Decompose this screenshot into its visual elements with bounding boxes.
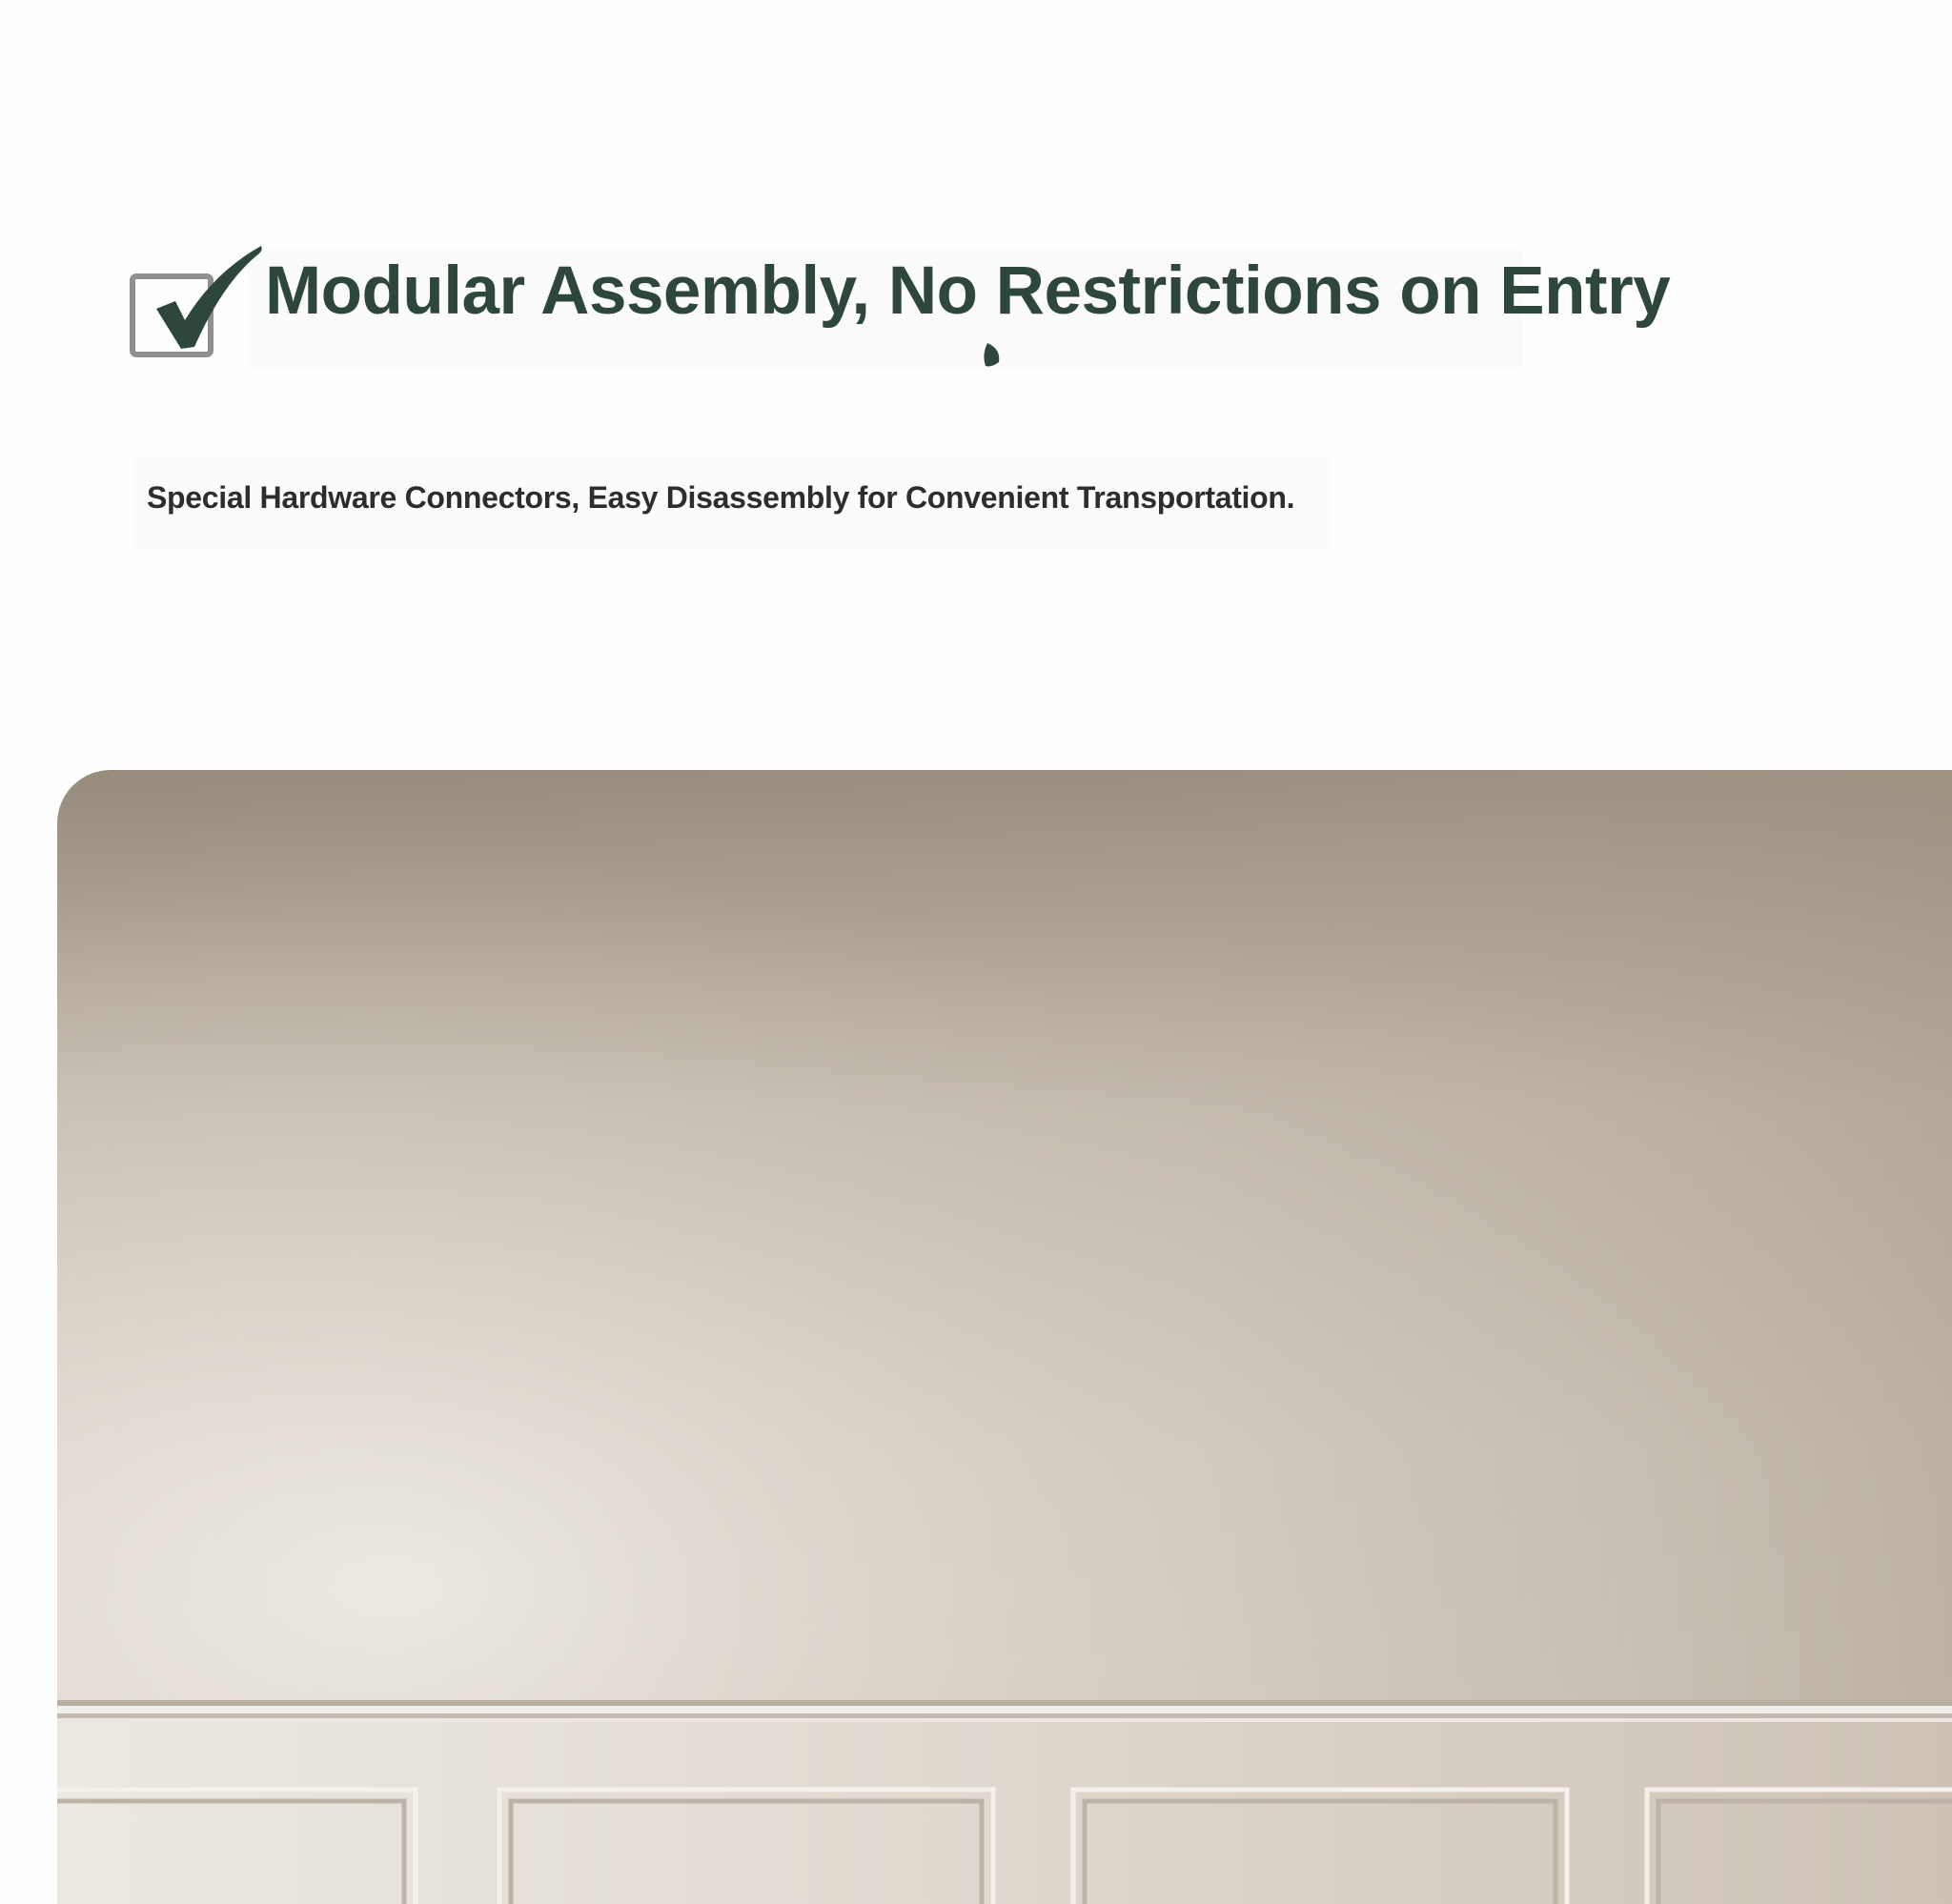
feature-description: Special Hardware Connectors, Easy Disassembly for Convenient Transportation.	[147, 480, 1295, 515]
feature-header	[128, 244, 1671, 368]
checkbox-checked-icon	[128, 244, 267, 362]
leaf-decoration-icon	[980, 339, 1005, 370]
feature-description-block	[133, 457, 1331, 549]
wainscoting-wall-panel-photo	[57, 770, 1952, 1904]
feature-title: Modular Assembly, No Restrictions on Entry	[265, 253, 1671, 329]
